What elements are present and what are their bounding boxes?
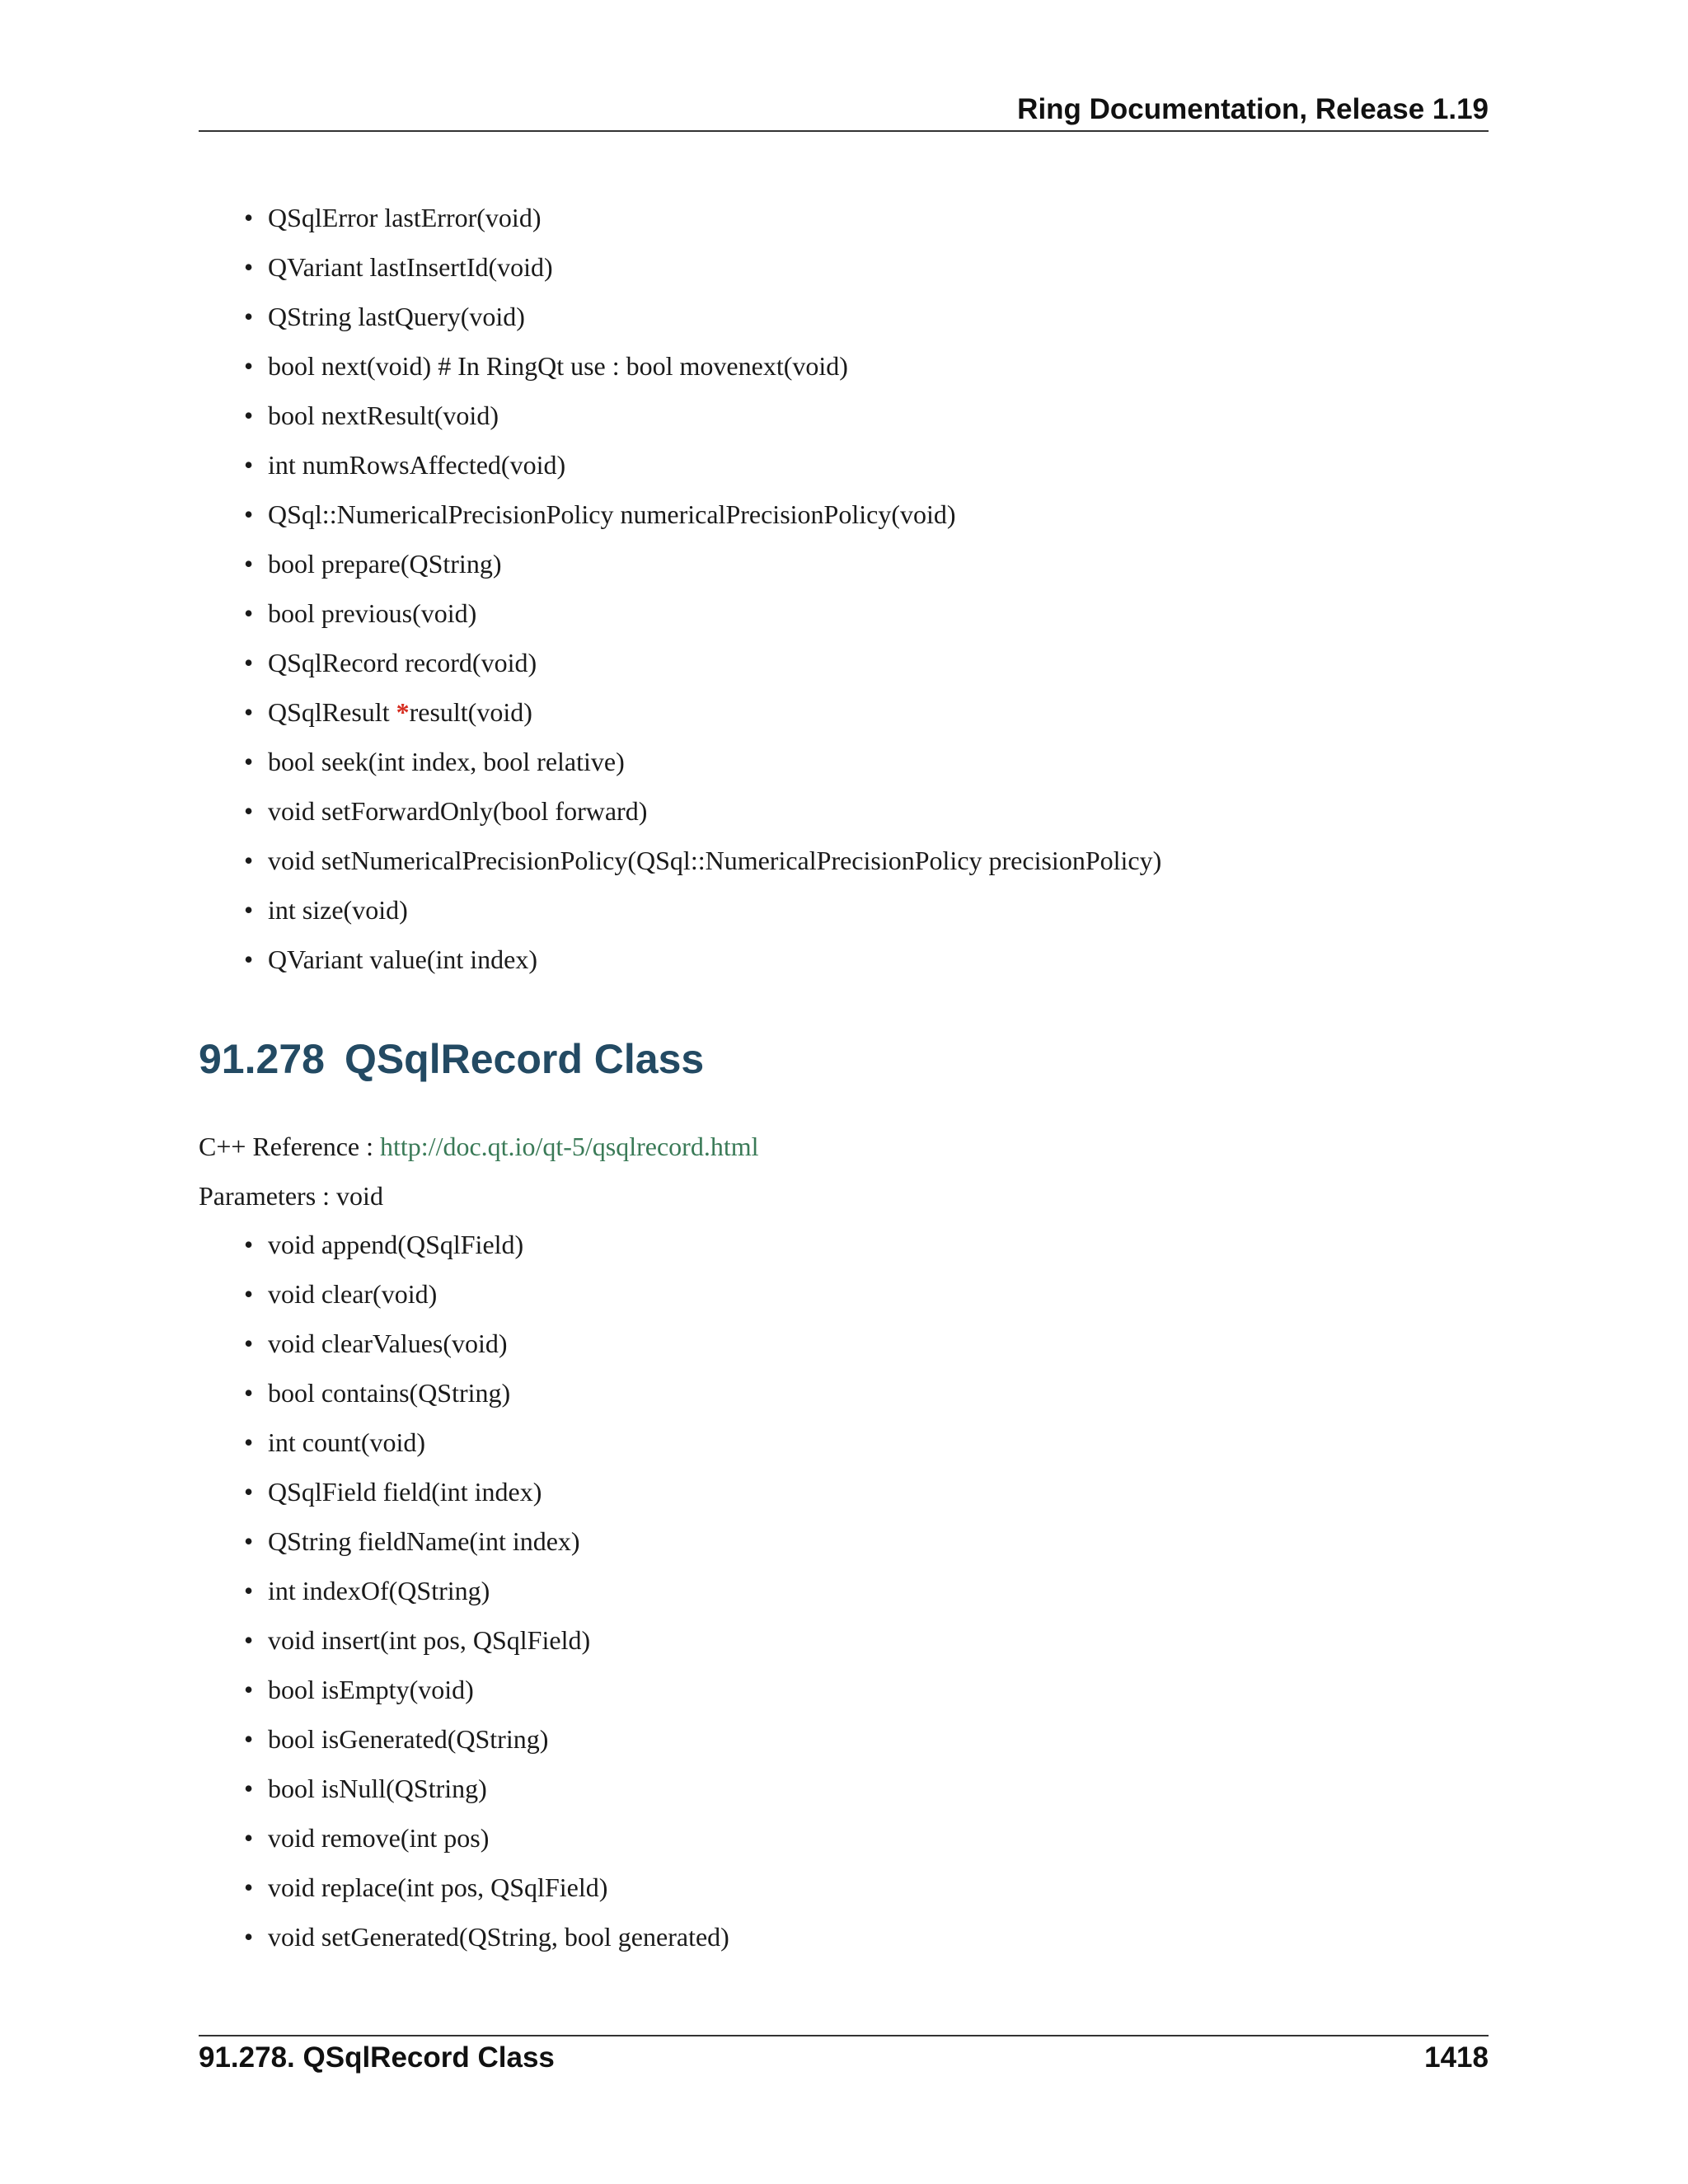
list-item xyxy=(0,1665,729,1714)
method-signature: void clearValues(void) xyxy=(268,1329,508,1358)
bullet-icon: • xyxy=(244,1675,254,1704)
list-item xyxy=(0,935,1161,984)
method-signature: bool next(void) # In RingQt use : bool movenext(void) xyxy=(268,351,848,381)
bullet-icon: • xyxy=(244,450,254,480)
cpp-reference-link[interactable]: http://doc.qt.io/qt-5/qsqlrecord.html xyxy=(380,1132,759,1161)
list-item xyxy=(0,1615,729,1665)
bullet-icon: • xyxy=(244,401,254,430)
bullet-icon: • xyxy=(244,1526,254,1556)
list-item xyxy=(0,687,1161,737)
method-signature: QSqlError lastError(void) xyxy=(268,203,542,232)
method-signature: int count(void) xyxy=(268,1427,426,1457)
method-signature: QString lastQuery(void) xyxy=(268,302,525,331)
method-signature: QVariant lastInsertId(void) xyxy=(268,252,553,282)
method-signature: void setForwardOnly(bool forward) xyxy=(268,796,648,826)
method-signature: QSql::NumericalPrecisionPolicy numericalPrecisionPolicy(void) xyxy=(268,499,956,529)
bullet-icon: • xyxy=(244,302,254,331)
method-signature-name: result(void) xyxy=(409,697,532,727)
section-number: 91.278 xyxy=(199,1036,325,1082)
bullet-icon: • xyxy=(244,796,254,826)
list-item xyxy=(0,1368,729,1418)
bullet-icon: • xyxy=(244,1823,254,1853)
bullet-icon: • xyxy=(244,549,254,579)
method-signature: void remove(int pos) xyxy=(268,1823,490,1853)
method-signature: bool previous(void) xyxy=(268,598,477,628)
method-signature: QString fieldName(int index) xyxy=(268,1526,580,1556)
method-signature: void setGenerated(QString, bool generated) xyxy=(268,1922,729,1952)
parameters-line: Parameters : void xyxy=(199,1181,383,1211)
bullet-icon: • xyxy=(244,846,254,875)
list-item xyxy=(0,391,1161,440)
qsqlquery-method-list xyxy=(0,193,1161,984)
list-item xyxy=(0,1467,729,1516)
method-signature: QSqlField field(int index) xyxy=(268,1477,542,1507)
list-item xyxy=(0,193,1161,242)
method-signature: bool isEmpty(void) xyxy=(268,1675,474,1704)
cpp-reference-label: C++ Reference : xyxy=(199,1132,380,1161)
method-signature: void clear(void) xyxy=(268,1279,438,1309)
method-signature: void replace(int pos, QSqlField) xyxy=(268,1872,608,1902)
list-item xyxy=(0,490,1161,539)
page-number: 1418 xyxy=(1424,2041,1489,2074)
header-rule xyxy=(199,130,1489,132)
list-item xyxy=(0,1418,729,1467)
list-item xyxy=(0,1714,729,1764)
method-signature: bool isGenerated(QString) xyxy=(268,1724,549,1754)
list-item xyxy=(0,638,1161,687)
bullet-icon: • xyxy=(244,895,254,925)
method-signature: bool isNull(QString) xyxy=(268,1774,487,1803)
list-item xyxy=(0,242,1161,292)
bullet-icon: • xyxy=(244,1922,254,1952)
list-item xyxy=(0,341,1161,391)
bullet-icon: • xyxy=(244,747,254,776)
list-item xyxy=(0,1269,729,1319)
method-signature: int indexOf(QString) xyxy=(268,1576,490,1605)
bullet-icon: • xyxy=(244,1279,254,1309)
method-signature-type: QSqlResult xyxy=(268,697,396,727)
method-signature: bool nextResult(void) xyxy=(268,401,499,430)
method-signature: int numRowsAffected(void) xyxy=(268,450,566,480)
method-signature: void insert(int pos, QSqlField) xyxy=(268,1625,591,1655)
footer-rule xyxy=(199,2035,1489,2036)
list-item xyxy=(0,1863,729,1912)
bullet-icon: • xyxy=(244,1625,254,1655)
list-item xyxy=(0,786,1161,836)
bullet-icon: • xyxy=(244,944,254,974)
method-signature: QVariant value(int index) xyxy=(268,944,537,974)
bullet-icon: • xyxy=(244,499,254,529)
bullet-icon: • xyxy=(244,1329,254,1358)
list-item xyxy=(0,1319,729,1368)
qsqlrecord-method-list xyxy=(0,1220,729,1961)
bullet-icon: • xyxy=(244,598,254,628)
section-title: QSqlRecord Class xyxy=(344,1036,705,1082)
method-signature: bool prepare(QString) xyxy=(268,549,502,579)
list-item xyxy=(0,539,1161,588)
method-signature: bool contains(QString) xyxy=(268,1378,511,1408)
method-signature: bool seek(int index, bool relative) xyxy=(268,747,625,776)
method-signature: void append(QSqlField) xyxy=(268,1230,524,1259)
bullet-icon: • xyxy=(244,1477,254,1507)
footer-section-title: 91.278. QSqlRecord Class xyxy=(199,2041,555,2074)
list-item xyxy=(0,836,1161,885)
bullet-icon: • xyxy=(244,648,254,677)
running-footer xyxy=(199,2039,1489,2077)
bullet-icon: • xyxy=(244,1427,254,1457)
list-item xyxy=(0,885,1161,935)
bullet-icon: • xyxy=(244,1774,254,1803)
list-item xyxy=(0,1566,729,1615)
cpp-reference xyxy=(199,1122,759,1171)
bullet-icon: • xyxy=(244,351,254,381)
pointer-star: * xyxy=(396,697,410,727)
bullet-icon: • xyxy=(244,1576,254,1605)
list-item xyxy=(0,1516,729,1566)
list-item xyxy=(0,1813,729,1863)
list-item xyxy=(0,440,1161,490)
list-item xyxy=(0,1220,729,1269)
bullet-icon: • xyxy=(244,1872,254,1902)
bullet-icon: • xyxy=(244,1230,254,1259)
bullet-icon: • xyxy=(244,1724,254,1754)
list-item xyxy=(0,1764,729,1813)
bullet-icon: • xyxy=(244,1378,254,1408)
list-item xyxy=(0,292,1161,341)
list-item xyxy=(0,588,1161,638)
running-header: Ring Documentation, Release 1.19 xyxy=(1017,93,1489,125)
bullet-icon: • xyxy=(244,252,254,282)
method-signature: int size(void) xyxy=(268,895,408,925)
bullet-icon: • xyxy=(244,203,254,232)
method-signature: void setNumericalPrecisionPolicy(QSql::NumericalPrecisionPolicy precisionPolicy) xyxy=(268,846,1162,875)
list-item xyxy=(0,1912,729,1961)
section-heading xyxy=(199,1030,704,1088)
bullet-icon: • xyxy=(244,697,254,727)
list-item xyxy=(0,737,1161,786)
method-signature: QSqlRecord record(void) xyxy=(268,648,537,677)
